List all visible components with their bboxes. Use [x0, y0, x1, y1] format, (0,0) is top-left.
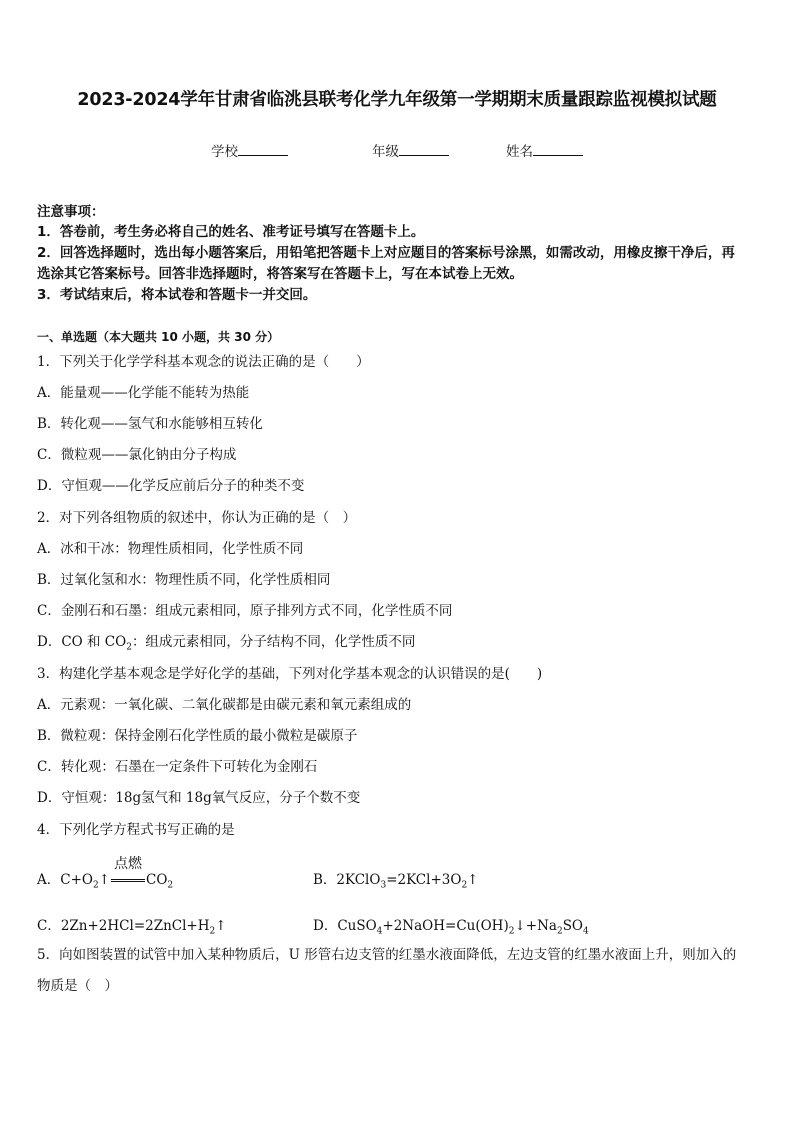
q4-a-label: A．C+O [37, 872, 93, 888]
q2-option-c: C．金刚石和石墨：组成元素相同，原子排列方式不同，化学性质不同 [37, 603, 453, 619]
grade-field [372, 140, 449, 160]
q4-d-label: D．CuSO [313, 918, 377, 934]
q4-option-a [37, 856, 174, 891]
q4-option-c [37, 914, 227, 937]
q4-b-label: B．2KClO [313, 872, 381, 888]
q4-option-d [313, 914, 589, 937]
q1-option-b: B．转化观——氢气和水能够相互转化 [37, 416, 263, 432]
equals-bar [111, 879, 145, 882]
q4-d-mid: +2NaOH=Cu(OH) [382, 918, 509, 934]
q4-d-sub1: 4 [376, 926, 383, 937]
notice-heading: 注意事项： [37, 204, 105, 220]
q4-a-sub2: 2 [167, 880, 174, 891]
q2-stem: 2．对下列各组物质的叙述中，你认为正确的是（ ） [37, 510, 357, 526]
notice-item-3: 3．考试结束后，将本试卷和答题卡一并交回。 [37, 287, 317, 303]
q4-a-product: CO [146, 872, 168, 888]
notice-item-2-cont: 选涂其它答案标号。回答非选择题时，将答案写在答题卡上，写在本试卷上无效。 [37, 266, 523, 282]
q3-option-d: D．守恒观：18g氢气和 18g氧气反应，分子个数不变 [37, 790, 361, 806]
q2-option-a: A．冰和干冰：物理性质相同，化学性质不同 [37, 541, 304, 557]
name-field [506, 140, 583, 160]
q3-option-a: A．元素观：一氧化碳、二氧化碳都是由碳元素和氧元素组成的 [37, 697, 412, 713]
q4-b-arrow: ↑ [467, 872, 479, 888]
school-blank[interactable] [238, 143, 288, 156]
q3-option-c: C．转化观：石墨在一定条件下可转化为金刚石 [37, 759, 318, 775]
q4-c-sub: 2 [209, 926, 216, 937]
notice-item-1: 1．答卷前，考生务必将自己的姓名、准考证号填写在答题卡上。 [37, 224, 425, 240]
q3-stem: 3．构建化学基本观念是学好化学的基础，下列对化学基本观念的认识错误的是( ) [37, 666, 543, 682]
q1-option-a: A．能量观——化学能不能转为热能 [37, 385, 250, 401]
q4-a-sub1: 2 [92, 880, 99, 891]
q4-b-sub2: 2 [461, 880, 468, 891]
q1-option-d: D．守恒观——化学反应前后分子的种类不变 [37, 478, 305, 494]
q1-option-c: C．微粒观——氯化钠由分子构成 [37, 447, 237, 463]
notice-item-2: 2．回答选择题时，选出每小题答案后，用铅笔把答题卡上对应题目的答案标号涂黑，如需改动，用橡皮擦干净后，再 [37, 245, 735, 261]
q4-d-sub3: 2 [556, 926, 563, 937]
q2-d-sub: 2 [126, 642, 132, 653]
q3-option-b: B．微粒观：保持金刚石化学性质的最小微粒是碳原子 [37, 728, 358, 744]
school-label: 学校 [211, 144, 238, 160]
q4-c-arrow: ↑ [215, 918, 227, 934]
q4-a-arrow: ↑ [98, 872, 111, 888]
school-field [211, 140, 288, 160]
q5-stem-line2: 物质是（ ） [37, 978, 118, 994]
name-blank[interactable] [533, 143, 583, 156]
q4-a-condition-bar [110, 856, 146, 888]
q4-d-tail2: SO [562, 918, 584, 934]
q5-stem-line1: 5．向如图装置的试管中加入某种物质后，U 形管右边支管的红墨水液面降低，左边支管的红墨水液面上升，则加入的 [37, 947, 737, 963]
q4-a-condition: 点燃 [114, 856, 143, 872]
q4-option-b [313, 868, 478, 891]
q4-d-tail: +Na [525, 918, 557, 934]
q4-c-label: C．2Zn+2HCl=2ZnCl+H [37, 918, 210, 934]
q2-d-prefix: D．CO 和 CO [37, 634, 127, 650]
q2-option-b: B．过氧化氢和水：物理性质不同，化学性质相同 [37, 572, 331, 588]
grade-blank[interactable] [399, 143, 449, 156]
q4-b-sub1: 3 [380, 880, 387, 891]
q1-stem: 1．下列关于化学学科基本观念的说法正确的是（ ） [37, 354, 370, 370]
page-title: 2023-2024学年甘肃省临洮县联考化学九年级第一学期期末质量跟踪监视模拟试题 [77, 90, 717, 110]
section-heading: 一、单选题（本大题共 10 小题，共 30 分） [37, 330, 280, 344]
q4-b-mid: =2KCl+3O [386, 872, 462, 888]
q4-d-arrow: ↓ [514, 918, 526, 934]
grade-label: 年级 [372, 144, 399, 160]
q2-d-suffix: ：组成元素相同，分子结构不同，化学性质不同 [131, 634, 416, 650]
name-label: 姓名 [506, 144, 533, 160]
q4-d-sub2: 2 [508, 926, 515, 937]
q4-d-sub4: 4 [583, 926, 589, 937]
q2-option-d [37, 633, 415, 657]
q4-stem: 4．下列化学方程式书写正确的是 [37, 822, 235, 838]
